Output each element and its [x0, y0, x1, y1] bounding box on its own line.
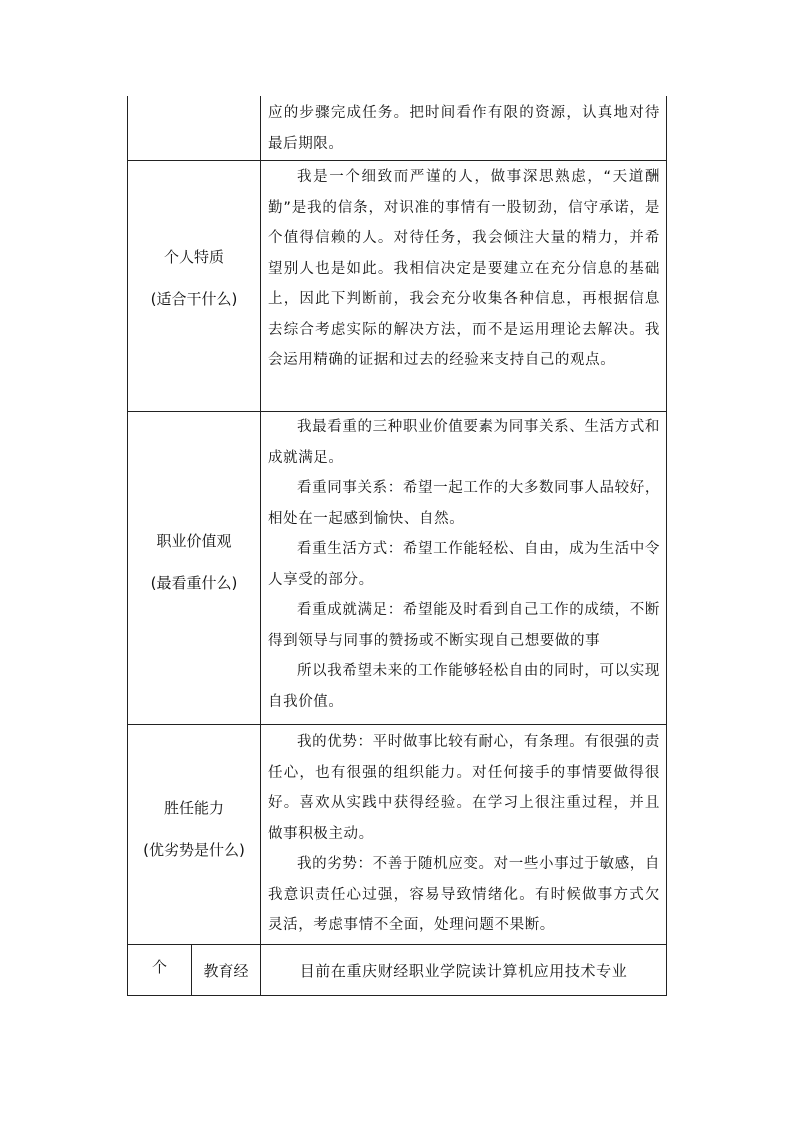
continuation-text-cell: [268, 98, 660, 159]
career-values-paragraph: 所以我希望未来的工作能够轻松自由的同时，可以实现自我价值。: [268, 663, 660, 710]
row-divider: [127, 160, 667, 161]
career-values-paragraph: 我最看重的三种职业价值要素为同事关系、生活方式和成就满足。: [268, 419, 660, 466]
education-content: 目前在重庆财经职业学院读计算机应用技术专业: [299, 962, 628, 980]
personal-traits-paragraph: 我是一个细致而严谨的人，做事深思熟虑，“天道酬勤”是我的信条，对识准的事情有一股韧劲，信守承诺，是个值得信赖的人。对待任务，我会倾注大量的精力，并希望别人也是如此。我相信决定是要建立在充分信息的基础上，因此下判断前，我会充分收集各种信息，再根据信息去综合考虑实际的解决方法，而不是运用理论去解决。我会运用精确的证据和过去的经验来支持自己的观点。: [268, 169, 660, 368]
row-divider: [127, 944, 667, 945]
career-values-label: 职业价值观: [156, 532, 232, 550]
career-values-label-cell: [128, 520, 260, 604]
continuation-paragraph: 应的步骤完成任务。把时间看作有限的资源，认真地对待最后期限。: [268, 105, 660, 152]
career-values-paragraph: 看重同事关系：希望一起工作的大多数同事人品较好，相处在一起感到愉快、自然。: [268, 480, 660, 527]
competence-label: 胜任能力: [163, 799, 224, 817]
last-row-label-col1: 个: [151, 958, 167, 976]
career-values-content-cell: [268, 412, 660, 717]
table-column-divider: [260, 96, 261, 996]
career-values-sublabel: (最看重什么): [150, 574, 238, 592]
table-bottom-border: [127, 995, 667, 996]
career-values-paragraph: 看重成就满足：希望能及时看到自己工作的成绩，不断得到领导与同事的赞扬或不断实现自己想要做的事: [268, 602, 660, 649]
competence-paragraph: 我的优势：平时做事比较有耐心，有条理。有很强的责任心，也有很强的组织能力。对任何接手的事情要做得很好。喜欢从实践中获得经验。在学习上很注重过程，并且做事积极主动。: [268, 734, 660, 842]
row-divider: [127, 724, 667, 725]
competence-content-cell: [268, 727, 660, 941]
personal-traits-content-cell: [268, 162, 660, 376]
table-right-border: [666, 96, 667, 996]
competence-sublabel: (优劣势是什么): [143, 841, 245, 859]
personal-traits-sublabel: (适合干什么): [150, 290, 238, 308]
personal-traits-label-cell: [128, 236, 260, 320]
personal-traits-label: 个人特质: [163, 248, 224, 266]
competence-paragraph: 我的劣势：不善于随机应变。对一些小事过于敏感，自我意识责任心过强，容易导致情绪化。有时候做事方式欠灵活，考虑事情不全面，处理问题不果断。: [268, 856, 660, 933]
competence-label-cell: [128, 787, 260, 871]
career-values-paragraph: 看重生活方式：希望工作能轻松、自由，成为生活中令人享受的部分。: [268, 541, 660, 588]
last-row-label-col2: 教育经: [203, 962, 249, 980]
